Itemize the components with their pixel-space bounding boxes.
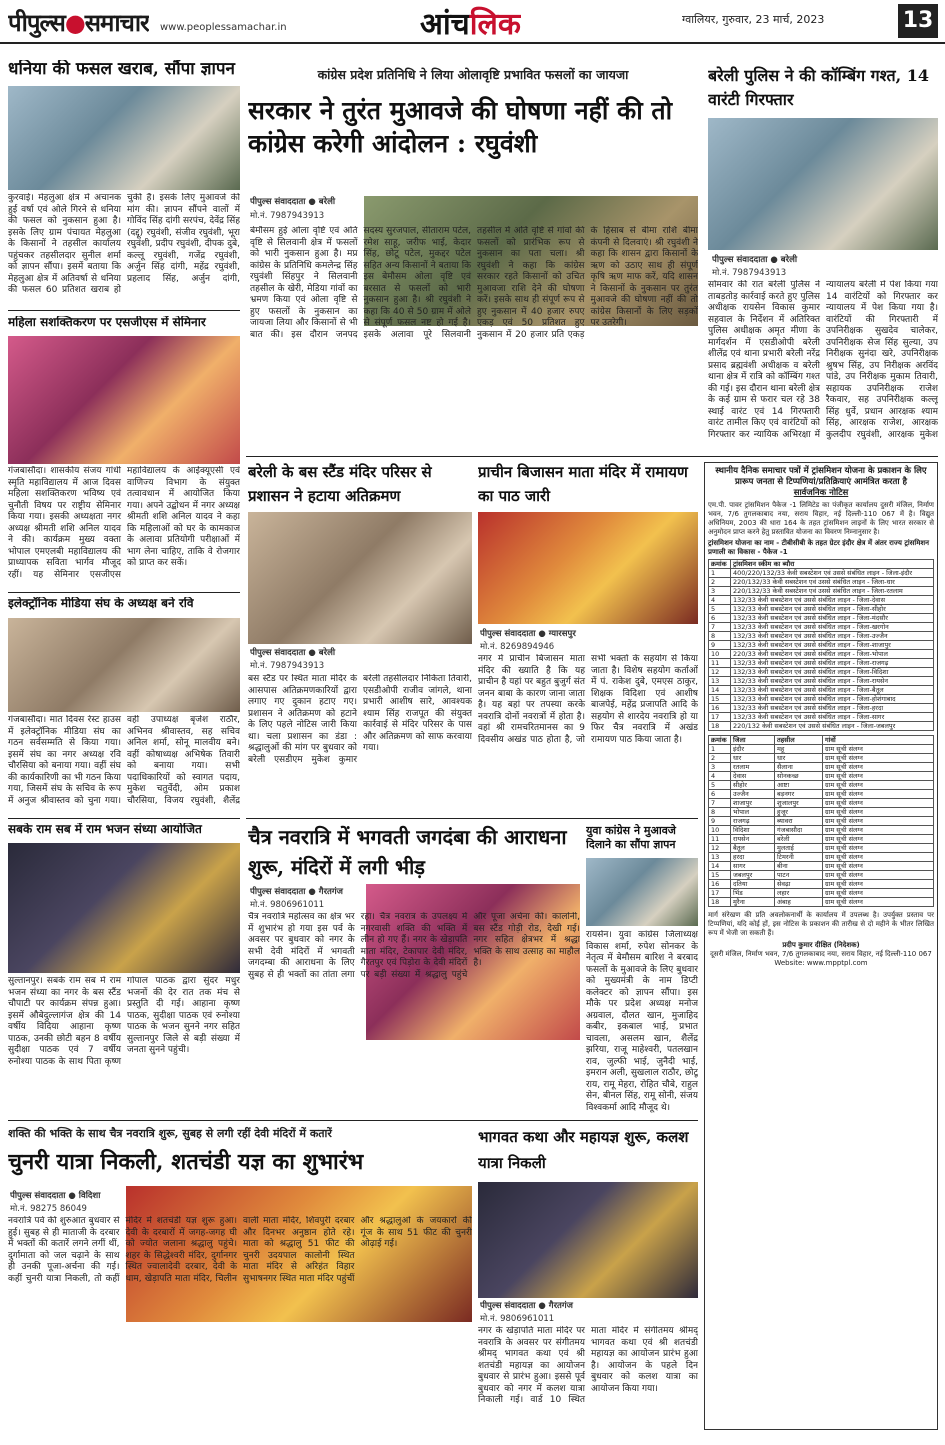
notice-address: दूसरी मंजिल, निर्माण भवन, 7/6 तुगलकाबाद नया, सराय विहार, नई दिल्ली-110 067 [710,950,932,958]
table-cell: राजगढ़ [731,817,775,826]
scheme-table [708,559,934,731]
table-row [709,898,934,907]
table-cell: 7 [709,623,731,632]
table-cell: 132/33 केवी सबस्टेशन एवं उससे संबंधित लाइन - जिला-खरगोन [731,623,934,632]
table-row [709,650,934,659]
table-cell: 10 [709,650,731,659]
table-cell: दतिया [731,880,775,889]
table-cell: ग्राम सूची संलग्न [823,808,934,817]
a9-body: चैत्र नवरात्रि महोत्सव का क्षेत्र भर में शुभारंभ हो गया इस पर्व के अवसर पर बुधवार को नगर के सभी देवी मंदिरों में भगवती जगदम्बा की आराधना के लिए सुबह से ही भक्तों का तांता लगा रहा। चैत्र नवरात्र के उपलक्ष्य में नगरवासी शक्ति की भक्ति में लीन हो गए हैं। नगर के खेड़ापति माता मंदिर, टेकापार देवी मंदिर, गैरतपुर एवं पिड़ोरा के देवी मंदिरों पर बड़ी संख्या में श्रद्धालु पहुंचे और पूजा अर्चना की। कालोनी, बस स्टैंड गोड़ी रोड, देखी गई। नगर सहित क्षेत्रभर में श्रद्धा भक्ति के साथ उत्साह का माहौल है। [248,912,580,980]
table-cell: धार [731,754,775,763]
table-head: तहसील [775,736,823,745]
table-row [709,641,934,650]
table-cell: ग्राम सूची संलग्न [823,799,934,808]
table-cell: बरेली [775,835,823,844]
a9-headline: चैत्र नवरात्रि में भगवती जगदंबा की आराधना शुरू, मंदिरों में लगी भीड़ [248,825,567,879]
table-cell: 132/33 केवी सबस्टेशन एवं उससे संबंधित लाइन - जिला-हरदा [731,704,934,713]
table-head: क्रमांक [709,560,731,569]
a3-body: गंजबासौदा। मात दिवस रेस्ट हाउस में इलेक्ट्रॉनिक मीडिया संघ का गठन सर्वसम्मति से किया गया। इसमें संघ का नगर अध्यक्ष रवि चौरसिया को बनाया गया। वहीं संघ की कार्यकारिणी का भी गठन किया गया, जिसमें संघ के सचिव के रूप में अनुज श्रीवास्तव को चुना गया। वहीं उपाध्यक्ष बृजेश राठौर, अभिनव श्रीवास्तव, सह सचिव अनिल शर्मा, सोनू मालवीय बने। वहीं कोषाध्यक्ष अभिषेक तिवारी को बनाया गया। सभी पदाधिकारियों को स्वागत पदाय, मुकेश चतुर्वेदी, ओम प्रकाश चौरसिया, विजय रघुवंशी, शैलेंद्र [8,715,240,806]
table-cell: बीना [775,862,823,871]
a7-body: बस स्टैंड पर स्थित माता मंदिर के आसपास अतिक्रमणकारियों द्वारा लगाए गए दुकान हटाए गए। प्रशासन ने अतिक्रमण को हटाने के लिए पहले नोटिस जारी किया था। चला प्रशासन का डंडा : श्रद्धालुओं की मांग पर बुधवार को बरेली एसडीएम मुकेश कुमार बरेली तहसीलदार निकिता तिवारी, एसडीओपी राजीव जांगले, थाना प्रभारी आशीष सारे, आवश्यक श्याम सिंह राजपूत की संयुक्त कार्रवाई से मंदिर परिसर के पास और अतिक्रमण को साफ करवाया गया। [248,674,472,765]
table-row [709,754,934,763]
page-number: 13 [898,4,938,38]
divider [8,818,240,819]
a1-headline: धनिया की फसल खराब, सौंपा ज्ञापन [8,60,235,79]
table-cell: 132/33 केवी सबस्टेशन एवं उससे संबंधित लाइन - जिला-सीहोर [731,605,934,614]
table-cell: ग्राम सूची संलग्न [823,862,934,871]
table-cell: ग्राम सूची संलग्न [823,781,934,790]
table-cell: आष्टा [775,781,823,790]
table-row [709,772,934,781]
a11-kicker: शक्ति की भक्ति के साथ चैत्र नवरात्रि शुरू, सुबह से लगी रहीं देवी मंदिरों में कतारें [8,1127,332,1140]
table-row [709,623,934,632]
notice-body: एम.पी. पावर ट्रांसमिशन पैकेज -1 लिमिटेड का पंजीकृत कार्यालय दुसरी मंजिल, निर्माण भवन, 7/6 तुगलकाबाद नया, सराय विहार, नई दिल्ली-110 067 में है। विद्युत अधिनियम, 2003 की धारा 164 के तहत ट्रांसमिशन लाइनों के लिए भारत सरकार से अनुमोदन प्राप्त करने हेतु प्रस्तावित योजना का विवरण निम्नानुसार है। [708,501,934,536]
table-row [709,596,934,605]
table-row [709,862,934,871]
table-cell: भोपाल [731,808,775,817]
a7-photo [248,512,472,644]
a9-byline: पीपुल्स संवाददाता ● गैरतगंज [250,887,343,897]
table-row [709,578,934,587]
a12-headline: भागवत कथा और महायज्ञ शुरू, कलश यात्रा निकली [478,1128,689,1172]
a6-photo [708,118,938,250]
table-cell: ग्राम सूची संलग्न [823,772,934,781]
table-cell: 5 [709,781,731,790]
table-cell: 220/132 केवी सबस्टेशन एवं उससे संबंधित लाइन - जिला-जबलपुर [731,722,934,731]
table-row [709,871,934,880]
table-cell: ग्राम सूची संलग्न [823,763,934,772]
table-row [709,668,934,677]
a4-body: सुल्तानपुर। सबके राम सब में राम भजन संध्या का नगर के बस स्टैंड चौपाटी पर कार्यक्रम संपन्न हुआ। इसमें औबेदुल्लागंज क्षेत्र की 14 वर्षीय विदिया आहाना कृष्ण पाठक, उनकी छोटी बहन 8 वर्षीय सुदीक्षा पाठक एवं 7 वर्षीय रुनोश्या पाठक के साथ पिता कृष्ण गोपाल पाठक द्वारा सुंदर मधुर भजनों की देर रात तक मंच से प्रस्तुति दी गई। आहाना कृष्ण पाठक, सुदीक्षा पाठक एवं रुनोश्या पाठक के भजन सुनने नगर सहित सुल्तानपुर जिले से बड़ी संख्या में जनता सुनने पहुंची। [8,976,240,1067]
a5-byline: पीपुल्स संवाददाता ● बरेली [250,197,336,207]
table-cell: 13 [709,677,731,686]
a12-photo [478,1182,698,1298]
table-row [709,614,934,623]
table-cell: हरदा [731,853,775,862]
a10-headline: युवा कांग्रेस ने मुआवजे दिलाने का सौंपा ज्ञापन [586,824,676,851]
table-cell: भिंड [731,889,775,898]
table-cell: ग्राम सूची संलग्न [823,835,934,844]
table-cell: 3 [709,587,731,596]
a3-photo [8,618,240,712]
a5-mobile: मो.नं. 7987943913 [250,211,325,221]
table-cell: जबलपुर [731,871,775,880]
a8-photo [478,512,698,624]
table-cell: मुलताई [775,844,823,853]
a7-byline: पीपुल्स संवाददाता ● बरेली [250,648,336,658]
a8-mobile: मो.नं. 8269894946 [480,642,555,652]
a3-headline: इलेक्ट्रॉनिक मीडिया संघ के अध्यक्ष बने रवि [8,597,194,610]
table-row [709,853,934,862]
masthead [0,0,945,44]
divider [246,456,938,457]
table-cell: शाजापुर [731,799,775,808]
table-cell: 14 [709,862,731,871]
a5-headline: सरकार ने तुरंत मुआवजे की घोषणा नहीं की तो कांग्रेस करेगी आंदोलन : रघुवंशी [248,96,673,158]
table-cell: ग्राम सूची संलग्न [823,844,934,853]
table-cell: ग्राम सूची संलग्न [823,754,934,763]
table-cell: 13 [709,853,731,862]
table-cell: सोनकच्छ [775,772,823,781]
table-cell: मुरैना [731,898,775,907]
table-row [709,632,934,641]
table-cell: 12 [709,844,731,853]
table-cell: 8 [709,808,731,817]
table-cell: 8 [709,632,731,641]
table-cell: 132/33 केवी सबस्टेशन एवं उससे संबंधित लाइन - जिला-बैतूल [731,686,934,695]
table-row [709,763,934,772]
a6-byline: पीपुल्स संवाददाता ● बरेली [712,255,798,265]
table-cell: 5 [709,605,731,614]
website-url[interactable]: www.peoplessamachar.in [160,22,287,33]
notice-title: स्थानीय दैनिक समाचार पत्रों में ट्रांसमिशन योजना के प्रकाशन के लिए प्रारूप जनता से टिप्पणियां/प्रतिक्रियाएं आमंत्रित करता है [715,466,927,487]
divider [8,310,240,311]
table-cell: 11 [709,835,731,844]
table-cell: 4 [709,772,731,781]
a12-mobile: मो.नं. 9806961011 [480,1314,555,1324]
notice-website[interactable]: Website: www.mpptpl.com [774,959,868,967]
table-row [709,713,934,722]
a11-headline: चुनरी यात्रा निकली, शतचंडी यज्ञ का शुभारंभ [8,1149,364,1175]
table-row [709,745,934,754]
table-cell: 6 [709,614,731,623]
table-row [709,659,934,668]
table-cell: 14 [709,686,731,695]
table-cell: 10 [709,826,731,835]
notice-signatory: प्रदीप कुमार दीक्षित (निदेशक) [782,941,860,949]
table-cell: ग्राम सूची संलग्न [823,790,934,799]
table-cell: टिमरनी [775,853,823,862]
table-cell: महू [775,745,823,754]
notice-footer: मार्ग संरेखण की प्रति अवलोकनार्थी के कार्यालय में उपलब्ध है। उपर्युक्त प्रस्ताव पर टिप्पणियां, यदि कोई हों, इस नोटिस के प्रकाशन की तारीख से दो महीने के भीतर लिखित रूप में भेजी जा सकती हैं। [708,911,934,937]
table-cell: देवास [731,772,775,781]
dateline: ग्वालियर, गुरुवार, 23 मार्च, 2023 [682,13,825,26]
a10-photo [586,858,698,926]
table-cell: 132/33 केवी सबस्टेशन एवं उससे संबंधित लाइन - जिला-शाजापुर [731,641,934,650]
table-cell: ग्राम सूची संलग्न [823,817,934,826]
table-cell: 2 [709,754,731,763]
table-row [709,808,934,817]
table-cell: उज्जैन [731,790,775,799]
table-cell: 132/33 केवी सबस्टेशन एवं उससे संबंधित लाइन - जिला-राजगढ़ [731,659,934,668]
table-cell: बैतूल [731,844,775,853]
table-cell: सीहोर [731,781,775,790]
table-row [709,686,934,695]
notice-scheme: ट्रांसमिशन योजना का नाम - टीबीसीबी के तहत ग्रेटर इंदौर क्षेत्र में अंतर राज्य ट्रांसमिशन प्रणाली का विकास - पैकेज -1 [708,539,930,556]
public-notice [704,462,938,1430]
newspaper-logo: पीपुल्स●समाचार [8,8,149,37]
table-cell: 1 [709,745,731,754]
a11-body: नवरात्रि पर्व की शुरुआत बुधवार से हुई। सुबह से ही माताजी के दरबार में भक्तों की कतारें लगने लगीं थीं, दुर्गामाता को जल चढ़ाने के साथ ही उनकी पूजा-अर्चना की गई। कहीं चुनरी यात्रा निकली, तो कहीं मंदिर में शतचंडी यज्ञ शुरू हुआ। देवी के दरबारों में जगह-जगह घी को ज्योत जलाना श्रद्धालु पहुंचे। शहर के सिद्धेश्वरी मंदिर, दुर्गानगर स्थित ज्वालादेवी दरबार, देवी के धाम, खेड़ापति माता मंदिर, चिलीन वाली माता मंदिर, शिवपुरी दरबार और दिनभर अनुष्ठान होते रहे। माता को श्रद्धालु 51 फीट की चुनरी उदयपाल कालोनी स्थित माता मंदिर से अरिहंत विहार सुभाषनगर स्थित माता मंदिर पहुंचीं और श्रद्धालुओं के जयकारों की गूंज के साथ 51 फीट की चुनरी ओढ़ाई गई। [8,1216,472,1284]
table-row [709,889,934,898]
table-cell: रतलाम [731,763,775,772]
table-row [709,677,934,686]
a4-headline: सबके राम सब में राम भजन संध्या आयोजित [8,823,202,836]
table-row [709,605,934,614]
a11-mobile: मो.नं. 98275 86049 [10,1204,87,1214]
table-cell: 132/33 केवी सबस्टेशन एवं उससे संबंधित लाइन - जिला-होशंगाबाद [731,695,934,704]
table-cell: ग्राम सूची संलग्न [823,745,934,754]
table-cell: 17 [709,889,731,898]
table-cell: ग्राम सूची संलग्न [823,898,934,907]
table-cell: 132/33 केवी सबस्टेशन एवं उससे संबंधित लाइन - जिला-रायसेन [731,677,934,686]
table-cell: 16 [709,704,731,713]
table-cell: ग्राम सूची संलग्न [823,853,934,862]
table-cell: सागर [731,862,775,871]
a7-mobile: मो.नं. 7987943913 [250,661,325,671]
table-cell: 18 [709,898,731,907]
table-cell: धार [775,754,823,763]
table-cell: ब्यावरा [775,817,823,826]
table-head: ट्रांसमिशन स्कीम का ब्यौरा [731,560,934,569]
table-head: गांवों [823,736,934,745]
table-cell: 15 [709,695,731,704]
table-head: जिला [731,736,775,745]
a8-body: नगर में प्राचीन बिजासन माता मंदिर की ख्याति है कि यह प्राचीन है यहां पर बहुत बुजुर्ग संत जनन बाबा के कारण जाना जाता है। यह बहां पर तपस्या करके नवरात्रि दोनों नवरात्रों में होता है। वहां श्री रामचरितमानस का 9 दिवसीय अखंड पाठ होता है, जो सभी भक्तों के सहयोग से किया जाता है। विशेष सहयोग कर्ताओं में पं. राकेश दुबे, एमएस ठाकुर, शिक्षक विदिशा एवं आशीष बाजपेई, महेंद्र प्रजापति आदि के सहयोग से शारदेय नवरात्रि हो या फिर चैत्र नवरात्रि में अखंड रामायण पाठ किया जाता है। [478,654,698,745]
table-cell: 9 [709,817,731,826]
table-cell: हुजूर [775,808,823,817]
a12-body: नगर के खेड़ापति माता मंदिर पर नवरात्रि के अवसर पर संगीतमय श्रीमद् भागवत कथा एवं श्री शतचंडी महायज्ञ का आयोजन बुधवार से प्रारंभ हुआ। इससे पूर्व बुधवार को नगर में कलश यात्रा निकाली गई। वार्ड 10 स्थित माता मंदिर में संगीतमय श्रीमद् भागवत कथा एवं श्री शतचंडी महायज्ञ का आयोजन प्रारंभ हुआ है। आयोजन के पहले दिन बुधवार को कलश यात्रा का आयोजन किया गया। [478,1326,698,1405]
a2-body: गंजबासौदा। शासकीय संजय गांधी स्मृति महाविद्यालय में आज दिवस महिला सशक्तिकरण भविष्य एवं चुनौती विषय पर राष्ट्रीय सेमिनार किया गया। इसकी अध्यक्षता नगर अध्यक्ष श्रीमती शशि अनिल यादव ने की। कार्यक्रम मुख्य वक्ता भोपाल एमएलबी महाविद्यालय की प्राध्यापक सविता भार्गव मौजूद रहीं। यह सेमिनार एसजीएस महाविद्यालय के आईक्यूएसी एवं वाणिज्य विभाग के संयुक्त तत्वावधान में आयोजित किया गया। अपने उद्बोधन में नगर अध्यक्ष श्रीमती शशि अनिल यादव ने कहा कि महिलाओं को घर के कामकाज के अलावा प्रतियोगी परीक्षाओं में भाग लेना चाहिए, ताकि वे रोजगार को प्राप्त कर सकें। [8,466,240,580]
table-cell: बड़नगर [775,790,823,799]
a4-photo [8,843,240,973]
table-cell: ग्राम सूची संलग्न [823,826,934,835]
a12-byline: पीपुल्स संवाददाता ● गैरतगंज [480,1301,573,1311]
section-name: आंचलिक [420,7,521,42]
table-cell: 220/132/33 केवी सबस्टेशन एवं उससे संबंधित लाइन - जिला-रतलाम [731,587,934,596]
table-cell: 11 [709,659,731,668]
table-cell: 2 [709,578,731,587]
a8-byline: पीपुल्स संवाददाता ● ग्यारसपुर [480,629,576,639]
a1-body: कुरवाई। मेहलुआ क्षेत्र में अचानक हुई वर्षा एवं ओले गिरने से धनिया की फसल को नुकसान हुआ है। इसके लिए ग्राम पंचायत मेहलुआ के किसानों ने तहसील कार्यालय पहुंचकर तहसीलदार सुनील शर्मा को ज्ञापन सौंपा। इसमें बताया कि मेहलुआ क्षेत्र में अतिवर्षा से धनिया की फसल 60 प्रतिशत खराब हो चुकी है। इसके लिए मुआवजे की मांग की। ज्ञापन सौंपने वालों में गोविंद सिंह दांगी सरपंच, देवेंद्र सिंह (दद्दू) रघुवंशी, संजीव रघुवंशी, भूरा रघुवंशी, प्रदीप रघुवंशी, दीपक दुबे, कल्लू रघुवंशी, गजेंद्र रघुवंशी, अर्जुन सिंह दांगी, महेंद्र रघुवंशी, प्रहलाद सिंह, अर्जुन दांगी, [8,193,240,295]
divider [8,592,240,593]
table-row [709,799,934,808]
table-cell: 132/33 केवी सबस्टेशन एवं उससे संबंधित लाइन - जिला-देवास [731,596,934,605]
notice-subtitle: सार्वजनिक नोटिस [793,488,849,498]
table-cell: 132/33 केवी सबस्टेशन एवं उससे संबंधित लाइन - जिला-विदिशा [731,668,934,677]
table-row [709,790,934,799]
a8-headline: प्राचीन बिजासन माता मंदिर में रामायण का पाठ जारी [478,463,688,505]
a9-mobile: मो.नं. 9806961011 [250,900,325,910]
a1-photo [8,86,240,190]
table-cell: 132/33 केवी सबस्टेशन एवं उससे संबंधित लाइन - जिला-सागर [731,713,934,722]
district-table [708,735,934,907]
table-cell: 220/33 केवी सबस्टेशन एवं उससे संबंधित लाइन - जिला-भोपाल [731,650,934,659]
table-cell: 220/132/33 केवी सबस्टेशन एवं उससे संबंधित लाइन - जिला-धार [731,578,934,587]
table-cell: ग्राम सूची संलग्न [823,880,934,889]
a6-headline: बरेली पुलिस ने की कॉम्बिंग गश्त, 14 वारंटी गिरफ्तार [708,66,929,109]
table-cell: पाटन [775,871,823,880]
table-cell: 18 [709,722,731,731]
table-row [709,587,934,596]
table-cell: विदिशा [731,826,775,835]
table-cell: 12 [709,668,731,677]
table-cell: ग्राम सूची संलग्न [823,871,934,880]
table-row [709,781,934,790]
a7-headline: बरेली के बस स्टैंड मंदिर परिसर से प्रशासन ने हटाया अतिक्रमण [248,463,432,505]
table-row [709,835,934,844]
table-cell: शुजालपुर [775,799,823,808]
table-cell: 3 [709,763,731,772]
table-cell: अंबाह [775,898,823,907]
table-row [709,722,934,731]
table-row [709,844,934,853]
table-cell: गंजबासौदा [775,826,823,835]
table-cell: 6 [709,790,731,799]
a5-body: बेमौसम हुई ओला वृष्टि एवं अति वृष्टि से सिलवानी क्षेत्र में फसलों को भारी नुकसान हुआ है। मप्र कांग्रेस के प्रतिनिधि कमलेन्द्र सिंह रघुवंशी सिंहपुर ने सिलवानी तहसील के खेरी, मेडिया गांवों का भ्रमण किया एवं ओला वृष्टि से हुए फसलों के नुकसान का जायजा लिया और किसानों से भी बात की। इस दौरान जनपद सदस्य सुरजपाल, सीताराम पटेल, रमेश साहू, जरीफ भाई, केदार सिंह, छोटू पटेल, मुकद्दर पटेल सहित अन्य किसानों ने बताया कि इस बेमौसम ओला वृष्टि एवं बरसात से फसलों को भारी नुकसान हुआ है। श्री रघुवंशी ने कहा कि 40 से 50 ग्राम में ओले से संपूर्ण फसल नष्ट हो गई है। इसके अलावा पूरे सिलवानी तहसील में अति वृष्टि से गांवों की फसलों को प्रारंभिक रूप से नुकसान का पता चला। श्री रघुवंशी ने कहा कि कांग्रेस सरकार रहते किसानों को उचित मुआवजा राशि देने की घोषणा करें। इसके साथ ही संपूर्ण रूप से हुए नुकसान में 40 हजार रुपए एकड़ एवं 50 प्रतिशत हुए नुकसान में 20 हजार प्रति एकड़ के हिसाब से बीमा राशि बीमा कंपनी से दिलवाएं। श्री रघुवंशी ने कहा कि शासन द्वारा किसानों के ऋण को उठाए साथ ही संपूर्ण कृषि ऋण माफ करें, यदि शासन ने किसानों के नुकसान पर तुरंत मुआवजे की घोषणा नहीं की तो कांग्रेस किसानों के लिए सड़कों पर उतरेगी। [250,226,698,340]
a5-kicker: कांग्रेस प्रदेश प्रतिनिधि ने लिया ओलावृष्टि प्रभावित फसलों का जायजा [317,67,629,82]
table-head: क्रमांक [709,736,731,745]
a6-body: सोमवार की रात बरेली पुलिस ने ताबड़तोड़ कार्रवाई करते हुए पुलिस अधीक्षक रायसेन विकास कुमार सहवाल के निर्देशन में अतिरिक्त पुलिस अधीक्षक अमृत मीणा के मार्गदर्शन में एसडीओपी बरेली शीलेंद्र एवं थाना प्रभारी बरेली नरेंद्र प्रसाद ब्रह्मवंशी अधीक्षक व बरेली थाना क्षेत्र में रात्रि को कॉम्बिंग गश्त की गई। इस दौरान थाना बरेली क्षेत्र के कई ग्राम से फरार चल रहे 38 स्थाई वारंट एवं 14 गिरफ्तारी वारंट तामील किए एवं वारंटियों को गिरफ्तार कर न्यायिक अभिरक्षा में न्यायालय बरेली में पेश किया गया 14 वारंटियों को गिरफ्तार कर न्यायालय में पेश किया गया है। वारंटियों की गिरफ्तारी में उपनिरीक्षक सुखदेव चालेकर, उपनिरीक्षक सेज सिंह सुल्या, उप निरीक्षक सुनंदा खरे, उपनिरीक्षक श्रुषभ सिंह, उप निरीक्षक अरविंद पांडे, उप निरीक्षक मुकाम तिवारी, सहायक उपनिरीक्षक राजेश रैकवार, सह उपनिरीक्षक कल्लू सिंह धुर्वे, प्रधान आरक्षक श्याम सिंह, आरक्षक राजेश, आरक्षक कुलदीप रघुवंशी, आरक्षक मुकेश [708,280,938,440]
table-cell: 9 [709,641,731,650]
divider [246,818,698,819]
table-cell: 132/33 केवी सबस्टेशन एवं उससे संबंधित लाइन - जिला-मंदसौर [731,614,934,623]
table-row [709,880,934,889]
table-row [709,569,934,578]
table-cell: सैलाना [775,763,823,772]
a2-photo [8,336,240,464]
a10-body: रायसेन। युवा कांग्रेस जिलाध्यक्ष विकास शर्मा, रुपेश सोनकर के नेतृत्व में बेमौसम बारिश ने बरबाद फसलों के मुआवजे के लिए बुधवार को मुख्यमंत्री के नाम डिप्टी कलेक्टर को ज्ञापन सौंपा। इस मौके पर प्रदेश अध्यक्ष मनोज अग्रवाल, दौलत खान, मुजाहिद कबीर, इकबाल भाई, प्रभात चावला, असलम खान, शैलेंद्र झरिया, राजू माहेश्वरी, पतलखान राव, जुल्फी भाई, जुनैदी भाई, इमरान अली, सुखलाल राठौर, छोटू राय, रामू मेहरा, रोहित चौबे, राहुल सेन, बीनल सिंह, रामू सोनी, संजय विश्वकर्मा आदि मौजूद थे। [586,930,698,1113]
table-cell: सेवढ़ा [775,880,823,889]
table-cell: 400/220/132/33 केवी सबस्टेशन एवं उससे संबंधित लाइन - जिला-इंदौर [731,569,934,578]
a6-mobile: मो.नं. 7987943913 [712,268,787,278]
divider [8,1120,698,1121]
table-cell: ग्राम सूची संलग्न [823,889,934,898]
table-cell: इंदौर [731,745,775,754]
table-row [709,695,934,704]
table-cell: 15 [709,871,731,880]
table-cell: 17 [709,713,731,722]
a11-byline: पीपुल्स संवाददाता ● विदिशा [10,1191,101,1201]
table-cell: 132/33 केवी सबस्टेशन एवं उससे संबंधित लाइन - जिला-उज्जैन [731,632,934,641]
table-row [709,817,934,826]
table-row [709,704,934,713]
table-cell: 7 [709,799,731,808]
table-cell: 1 [709,569,731,578]
table-cell: लहार [775,889,823,898]
table-cell: 4 [709,596,731,605]
table-cell: रायसेन [731,835,775,844]
table-cell: 16 [709,880,731,889]
table-row [709,826,934,835]
a2-headline: महिला सशक्तिकरण पर एसजीएस में सेमिनार [8,316,206,329]
